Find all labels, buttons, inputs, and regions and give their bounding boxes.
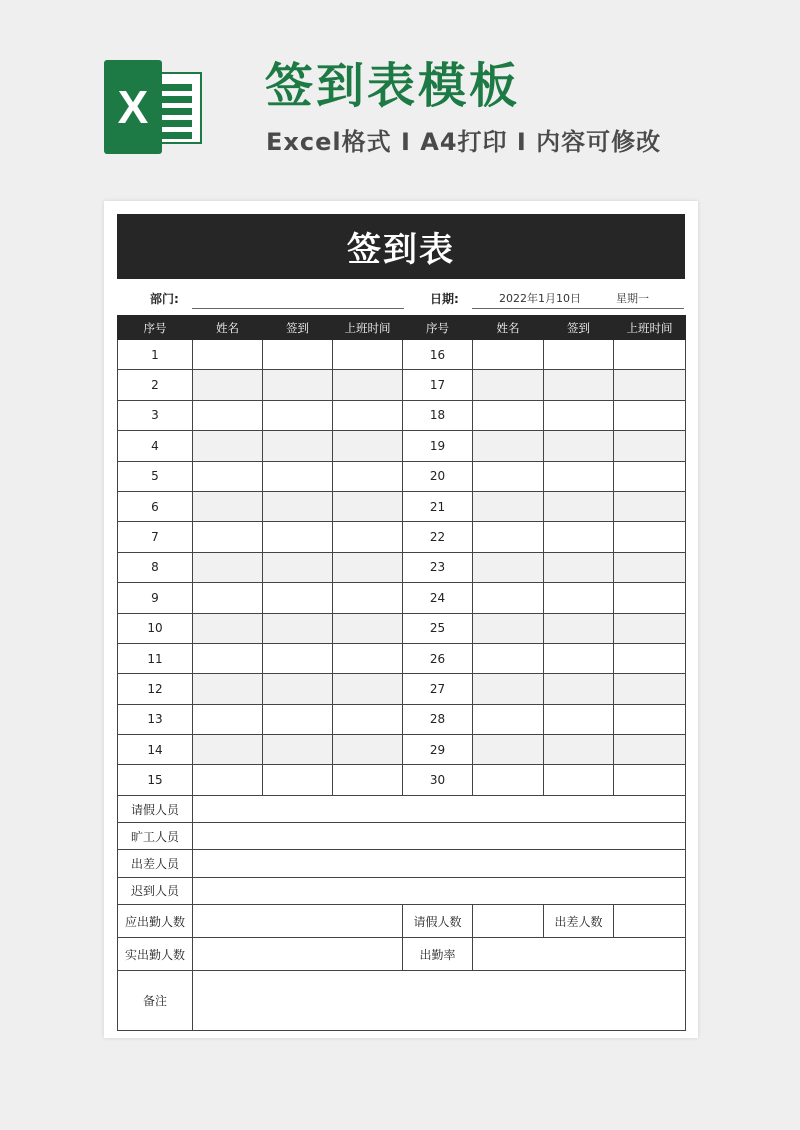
logo-letter: X: [117, 81, 149, 133]
excel-book-icon: [104, 60, 162, 154]
sign-cell[interactable]: [544, 674, 614, 704]
row-number: 10: [118, 613, 193, 643]
info-row: [104, 285, 698, 309]
time-cell[interactable]: [614, 643, 686, 673]
sign-cell[interactable]: [263, 400, 333, 430]
row-number: 21: [403, 491, 473, 521]
time-cell[interactable]: [333, 765, 403, 795]
time-cell[interactable]: [333, 643, 403, 673]
sign-cell[interactable]: [544, 583, 614, 613]
time-cell[interactable]: [333, 431, 403, 461]
table-row: [118, 370, 686, 400]
row-number: 24: [403, 583, 473, 613]
stats-row-2: [118, 938, 686, 971]
time-cell[interactable]: [333, 522, 403, 552]
name-cell[interactable]: [193, 340, 263, 370]
row-number: 19: [403, 431, 473, 461]
row-number: 16: [403, 340, 473, 370]
name-cell[interactable]: [193, 583, 263, 613]
late-row: [118, 877, 686, 904]
should-attend-label: 应出勤人数: [118, 905, 193, 938]
sign-cell[interactable]: [263, 674, 333, 704]
time-cell[interactable]: [333, 583, 403, 613]
actual-attend-label: 实出勤人数: [118, 938, 193, 971]
row-number: 9: [118, 583, 193, 613]
name-cell[interactable]: [193, 674, 263, 704]
table-row: [118, 643, 686, 673]
name-cell[interactable]: [473, 643, 544, 673]
should-attend-cell[interactable]: [193, 905, 403, 938]
name-cell[interactable]: [473, 583, 544, 613]
row-number: 14: [118, 735, 193, 765]
leave-row: [118, 795, 686, 822]
name-cell[interactable]: [193, 552, 263, 582]
name-cell[interactable]: [193, 431, 263, 461]
name-cell[interactable]: [193, 522, 263, 552]
time-cell[interactable]: [333, 370, 403, 400]
date-field[interactable]: [472, 308, 684, 309]
name-cell[interactable]: [473, 552, 544, 582]
time-cell[interactable]: [614, 552, 686, 582]
late-cell[interactable]: [193, 877, 686, 904]
name-cell[interactable]: [473, 491, 544, 521]
time-cell[interactable]: [333, 400, 403, 430]
row-number: 11: [118, 643, 193, 673]
row-number: 5: [118, 461, 193, 491]
time-cell[interactable]: [614, 491, 686, 521]
col-header: 序号: [118, 316, 193, 340]
sign-cell[interactable]: [263, 522, 333, 552]
trip-count-label: 出差人数: [544, 905, 614, 938]
date-value: 2022年1月10日: [499, 292, 581, 305]
trip-count-cell[interactable]: [614, 905, 686, 938]
sign-cell[interactable]: [544, 765, 614, 795]
sheet-title: 签到表: [117, 214, 685, 279]
absent-cell[interactable]: [193, 823, 686, 850]
weekday-value: 星期一: [616, 292, 649, 305]
col-header: 上班时间: [614, 316, 686, 340]
col-header: 上班时间: [333, 316, 403, 340]
sign-cell[interactable]: [263, 340, 333, 370]
time-cell[interactable]: [333, 613, 403, 643]
table-row: [118, 704, 686, 734]
name-cell[interactable]: [473, 765, 544, 795]
time-cell[interactable]: [614, 431, 686, 461]
time-cell[interactable]: [614, 674, 686, 704]
name-cell[interactable]: [193, 400, 263, 430]
page-title: 签到表模板: [265, 58, 521, 114]
time-cell[interactable]: [614, 522, 686, 552]
time-cell[interactable]: [333, 461, 403, 491]
sign-cell[interactable]: [544, 491, 614, 521]
sign-cell[interactable]: [544, 613, 614, 643]
late-label: 迟到人员: [118, 877, 193, 904]
table-row: [118, 340, 686, 370]
row-number: 6: [118, 491, 193, 521]
stats-row-1: [118, 905, 686, 938]
row-number: 3: [118, 400, 193, 430]
row-number: 26: [403, 643, 473, 673]
table-row: [118, 522, 686, 552]
notes-cell[interactable]: [193, 971, 686, 1031]
col-header: 签到: [263, 316, 333, 340]
notes-row: [118, 971, 686, 1031]
row-number: 15: [118, 765, 193, 795]
name-cell[interactable]: [473, 522, 544, 552]
name-cell[interactable]: [473, 340, 544, 370]
row-number: 2: [118, 370, 193, 400]
leave-count-cell[interactable]: [473, 905, 544, 938]
notes-label: 备注: [118, 971, 193, 1031]
name-cell[interactable]: [473, 370, 544, 400]
sign-in-sheet: [104, 201, 698, 1038]
time-cell[interactable]: [333, 704, 403, 734]
sign-cell[interactable]: [263, 735, 333, 765]
table-row: [118, 674, 686, 704]
time-cell[interactable]: [333, 552, 403, 582]
sign-cell[interactable]: [263, 583, 333, 613]
time-cell[interactable]: [614, 400, 686, 430]
attendance-rate-cell[interactable]: [473, 938, 686, 971]
sign-cell[interactable]: [544, 552, 614, 582]
table-row: [118, 765, 686, 795]
sign-cell[interactable]: [263, 552, 333, 582]
row-number: 8: [118, 552, 193, 582]
col-header: 姓名: [193, 316, 263, 340]
attendance-rate-label: 出勤率: [403, 938, 473, 971]
name-cell[interactable]: [193, 735, 263, 765]
time-cell[interactable]: [614, 370, 686, 400]
sign-cell[interactable]: [263, 643, 333, 673]
excel-logo-icon: [104, 60, 204, 154]
sign-cell[interactable]: [544, 431, 614, 461]
row-number: 20: [403, 461, 473, 491]
time-cell[interactable]: [614, 340, 686, 370]
name-cell[interactable]: [473, 674, 544, 704]
row-number: 27: [403, 674, 473, 704]
sign-cell[interactable]: [263, 461, 333, 491]
time-cell[interactable]: [333, 735, 403, 765]
table-row: [118, 461, 686, 491]
time-cell[interactable]: [614, 735, 686, 765]
attendance-table: [117, 315, 685, 1031]
sign-cell[interactable]: [544, 704, 614, 734]
name-cell[interactable]: [473, 400, 544, 430]
name-cell[interactable]: [193, 613, 263, 643]
row-number: 22: [403, 522, 473, 552]
row-number: 25: [403, 613, 473, 643]
sign-cell[interactable]: [544, 735, 614, 765]
col-header: 签到: [544, 316, 614, 340]
sign-cell[interactable]: [263, 704, 333, 734]
table-row: [118, 735, 686, 765]
sign-cell[interactable]: [544, 340, 614, 370]
table-row: [118, 491, 686, 521]
name-cell[interactable]: [473, 704, 544, 734]
sign-cell[interactable]: [263, 431, 333, 461]
sign-cell[interactable]: [544, 370, 614, 400]
row-number: 18: [403, 400, 473, 430]
trip-label: 出差人员: [118, 850, 193, 877]
date-label: 日期:: [430, 292, 459, 306]
time-cell[interactable]: [614, 583, 686, 613]
name-cell[interactable]: [193, 643, 263, 673]
row-number: 7: [118, 522, 193, 552]
table-row: [118, 613, 686, 643]
row-number: 1: [118, 340, 193, 370]
time-cell[interactable]: [333, 340, 403, 370]
leave-label: 请假人员: [118, 795, 193, 822]
row-number: 28: [403, 704, 473, 734]
row-number: 23: [403, 552, 473, 582]
name-cell[interactable]: [473, 431, 544, 461]
sign-cell[interactable]: [263, 491, 333, 521]
name-cell[interactable]: [193, 491, 263, 521]
leave-count-label: 请假人数: [403, 905, 473, 938]
table-row: [118, 400, 686, 430]
sign-cell[interactable]: [544, 400, 614, 430]
table-row: [118, 431, 686, 461]
row-number: 17: [403, 370, 473, 400]
time-cell[interactable]: [333, 674, 403, 704]
table-header: [118, 316, 686, 340]
col-header: 序号: [403, 316, 473, 340]
sign-cell[interactable]: [544, 643, 614, 673]
row-number: 13: [118, 704, 193, 734]
actual-attend-cell[interactable]: [193, 938, 403, 971]
time-cell[interactable]: [333, 491, 403, 521]
table-row: [118, 552, 686, 582]
table-row: [118, 583, 686, 613]
time-cell[interactable]: [614, 704, 686, 734]
row-number: 29: [403, 735, 473, 765]
absent-label: 旷工人员: [118, 823, 193, 850]
leave-cell[interactable]: [193, 795, 686, 822]
time-cell[interactable]: [614, 613, 686, 643]
trip-row: [118, 850, 686, 877]
row-number: 12: [118, 674, 193, 704]
sign-cell[interactable]: [544, 461, 614, 491]
trip-cell[interactable]: [193, 850, 686, 877]
sign-cell[interactable]: [263, 613, 333, 643]
dept-field[interactable]: [192, 308, 404, 309]
row-number: 30: [403, 765, 473, 795]
sign-cell[interactable]: [544, 522, 614, 552]
name-cell[interactable]: [193, 461, 263, 491]
row-number: 4: [118, 431, 193, 461]
name-cell[interactable]: [193, 370, 263, 400]
name-cell[interactable]: [193, 765, 263, 795]
page-subtitle: Excel格式 Ι A4打印 Ι 内容可修改: [266, 128, 662, 156]
time-cell[interactable]: [614, 765, 686, 795]
time-cell[interactable]: [614, 461, 686, 491]
name-cell[interactable]: [473, 735, 544, 765]
sign-cell[interactable]: [263, 765, 333, 795]
name-cell[interactable]: [473, 461, 544, 491]
absent-row: [118, 823, 686, 850]
sign-cell[interactable]: [263, 370, 333, 400]
name-cell[interactable]: [473, 613, 544, 643]
dept-label: 部门:: [150, 292, 179, 306]
col-header: 姓名: [473, 316, 544, 340]
name-cell[interactable]: [193, 704, 263, 734]
